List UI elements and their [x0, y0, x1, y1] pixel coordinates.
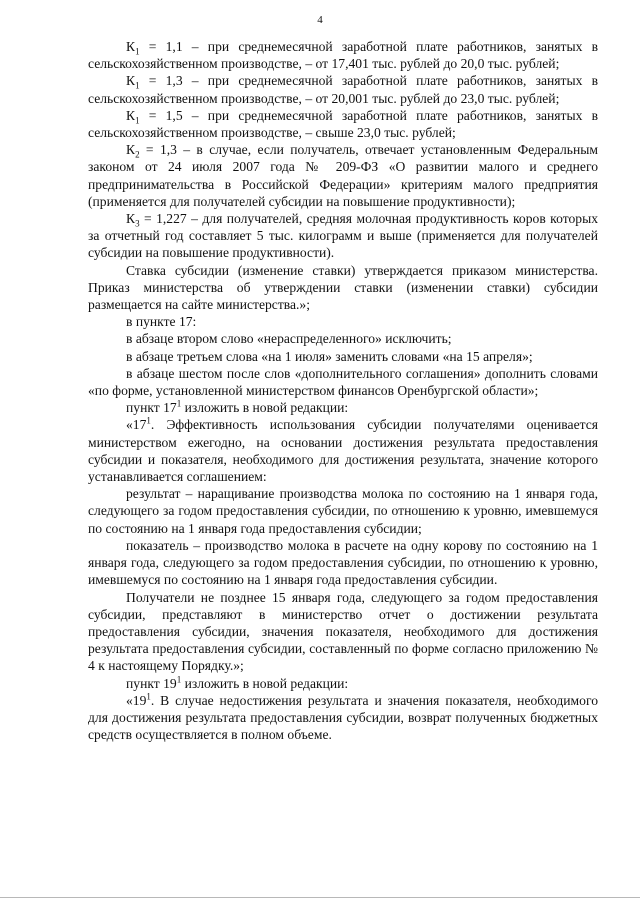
superscript: 1	[176, 398, 182, 409]
paragraph-result: результат – наращивание производства молока по состоянию на 1 января года, следующего за годом предоставления субсидии, по отношению к уровню, имевшемуся по состоянию на 1 января года предоставления субсидии;	[88, 486, 598, 536]
text-part: изложить в новой редакции:	[181, 400, 349, 416]
page-number: 4	[317, 14, 323, 26]
paragraph-item-19-1-intro	[88, 675, 598, 692]
paragraph-k2	[88, 141, 598, 210]
paragraph-text: = 1,227 – для получателей, средняя молочная продуктивность коров которых за отчетный год составляет 5 тыс. килограмм и выше (применяется для получателей субсидии на повышение продуктивности).	[88, 211, 598, 261]
page-bottom-edge	[0, 897, 640, 898]
paragraph-text: = 1,3 – при среднемесячной заработной плате работников, занятых в сельскохозяйственном производстве, – от 20,001 тыс. рублей до 23,0 тыс. рублей;	[88, 73, 598, 106]
text-part: изложить в новой редакции:	[181, 675, 349, 691]
paragraph-item-17-1-text	[88, 416, 598, 485]
paragraph-item-17-1-intro	[88, 399, 598, 416]
text-part: . Эффективность использования субсидии получателями оценивается министерством ежегодно, на основании достижения результата предоставления субсидии и показателя, необходимого для достижения результата, значение которого устанавливается соглашением:	[88, 417, 598, 485]
paragraph-k3	[88, 210, 598, 262]
superscript: 1	[146, 691, 151, 702]
paragraph-text: = 1,5 – при среднемесячной заработной плате работников, занятых в сельскохозяйственном производстве, – свыше 23,0 тыс. рублей;	[88, 107, 598, 141]
paragraph-report: Получатели не позднее 15 января года, следующего за годом предоставления субсидии, представляют в министерство отчет о достижении результата предоставления субсидии, значения показателя, необходимого для достижения результата предоставления субсидии, составленный по форме согласно приложению № 4 к настоящему Порядку.»;	[88, 589, 598, 674]
text-part: . В случае недостижения результата и значения показателя, необходимого для достижения результата предоставления субсидии, возврат полученных бюджетных средств осуществляется в полном объеме.	[88, 692, 598, 743]
text-part: пункт 19	[126, 675, 177, 691]
text-part: «17	[126, 417, 147, 433]
coef-letter: К	[126, 211, 136, 227]
paragraph-text: = 1,3 – в случае, если получатель, отвечает установленным Федеральным законом от 24 июля 2007 года № 209-ФЗ «О развитии малого и среднего предпринимательства в Российской Федерации» критериям малого предприятия (применяется для получателей субсидии на повышение продуктивности);	[88, 142, 598, 209]
coef-index: 1	[135, 115, 140, 126]
coef-index: 1	[135, 81, 140, 92]
paragraph-k1-first	[88, 38, 598, 72]
coef-letter: К	[126, 39, 136, 54]
coef-letter: К	[126, 142, 136, 158]
paragraph-item-17-abzac-2: в абзаце втором слово «нераспределенного» исключить;	[126, 331, 452, 347]
coef-letter: К	[126, 73, 136, 89]
text-part: «19	[126, 692, 147, 708]
superscript: 1	[176, 673, 182, 684]
paragraph-text: = 1,1 – при среднемесячной заработной плате работников, занятых в сельскохозяйственном производстве, – от 17,401 тыс. рублей до 20,0 тыс. рублей;	[88, 39, 598, 72]
paragraph-item-17-abzac-6: в абзаце шестом после слов «дополнительного соглашения» дополнить словами «по форме, установленной министерством финансов Оренбургской области»;	[88, 365, 598, 399]
coef-index: 1	[135, 46, 140, 57]
paragraph-k1-third	[88, 107, 598, 141]
paragraph-item-17: в пункте 17:	[126, 314, 197, 330]
coef-index: 2	[135, 149, 140, 160]
coef-index: 3	[135, 218, 140, 229]
coef-letter: К	[126, 107, 136, 123]
paragraph-indicator: показатель – производство молока в расчете на одну корову по состоянию на 1 января года, следующего за годом предоставления субсидии, по отношению к уровню, имевшемуся по состоянию на 1 января года предоставления субсидии.	[88, 537, 598, 588]
paragraph-subsidy-rate: Ставка субсидии (изменение ставки) утверждается приказом министерства. Приказ министерства об утверждении ставки (изменении ставки) субсидии размещается на сайте министерства.»;	[88, 262, 598, 313]
paragraph-item-17-abzac-3: в абзаце третьем слова «на 1 июля» заменить словами «на 15 апреля»;	[126, 348, 533, 364]
paragraph-item-19-1-text	[88, 692, 598, 744]
text-part: пункт 17	[126, 400, 177, 416]
document-body	[88, 38, 598, 743]
paragraph-k1-second	[88, 72, 598, 106]
superscript: 1	[146, 415, 151, 426]
